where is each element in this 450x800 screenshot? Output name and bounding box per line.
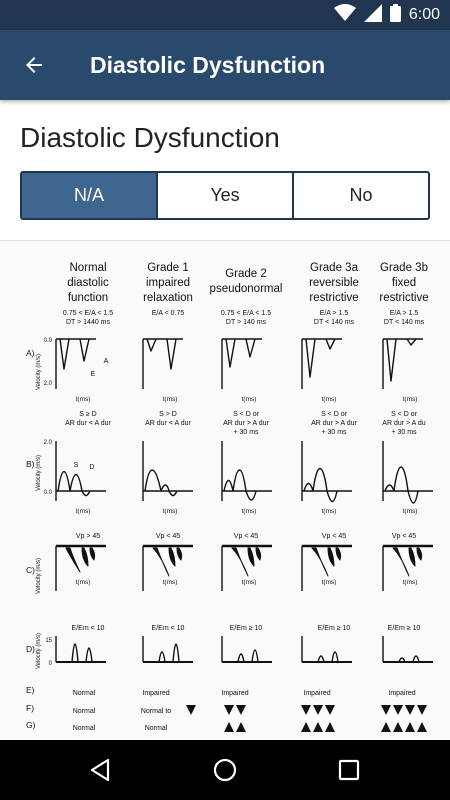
a-wave bbox=[246, 339, 255, 357]
b-wave bbox=[304, 469, 337, 502]
a-wave bbox=[306, 339, 315, 377]
wave-label-e: E bbox=[90, 371, 96, 378]
column-title: Grade 3b bbox=[380, 262, 428, 274]
wifi-icon bbox=[334, 4, 356, 27]
nav-recents-button[interactable] bbox=[324, 750, 374, 790]
velocity-axis-label: Velocity (m/s) bbox=[36, 353, 42, 391]
row-c-criteria: Vp < 45 bbox=[391, 533, 417, 540]
a-wave bbox=[326, 339, 335, 349]
d-wave bbox=[159, 652, 165, 662]
row-d-criteria: E/Em ≥ 10 bbox=[317, 625, 351, 632]
triangle-down-icon bbox=[224, 705, 234, 715]
status-time: 6:00 bbox=[408, 6, 440, 23]
back-triangle-icon bbox=[88, 758, 112, 782]
c-wave bbox=[82, 548, 88, 566]
c-wave bbox=[328, 548, 334, 566]
time-axis-label: t(ms) bbox=[321, 508, 337, 515]
a-wave bbox=[226, 339, 235, 367]
row-d-criteria: E/Em < 10 bbox=[151, 625, 185, 632]
velocity-axis-label: Velocity (m/s) bbox=[36, 557, 42, 595]
time-axis-label: t(ms) bbox=[162, 396, 178, 403]
row-e-value: Impaired bbox=[388, 690, 416, 697]
time-axis-label: t(ms) bbox=[402, 396, 418, 403]
tick-label: 0 bbox=[48, 661, 52, 667]
column-criteria: E/A < 0.75 bbox=[151, 310, 185, 317]
column-title: fixed bbox=[391, 277, 417, 289]
column-criteria: DT < 140 ms bbox=[383, 319, 425, 326]
column-title: relaxation bbox=[143, 292, 193, 304]
c-wave bbox=[90, 548, 95, 560]
page-heading: Diastolic Dysfunction bbox=[20, 122, 280, 153]
row-c-criteria: Vp < 45 bbox=[321, 533, 347, 540]
home-circle-icon bbox=[212, 757, 238, 783]
a-wave bbox=[407, 339, 416, 345]
c-wave bbox=[336, 548, 341, 560]
wave-label-d: D bbox=[89, 464, 95, 471]
d-wave bbox=[72, 644, 78, 662]
row-c-criteria: Vp < 45 bbox=[155, 533, 181, 540]
triangle-up-icon bbox=[405, 722, 415, 732]
a-wave bbox=[167, 339, 176, 369]
a-wave bbox=[80, 339, 89, 361]
column-criteria: E/A > 1.5 bbox=[319, 310, 349, 317]
column-criteria: DT > 1440 ms bbox=[65, 319, 111, 326]
row-d-criteria: E/Em ≥ 10 bbox=[229, 625, 263, 632]
row-b-criteria: + 30 ms bbox=[233, 429, 259, 436]
tick-label: 2.0 bbox=[43, 381, 52, 387]
triangle-up-icon bbox=[393, 722, 403, 732]
nav-home-button[interactable] bbox=[200, 750, 250, 790]
time-axis-label: t(ms) bbox=[402, 579, 418, 586]
row-b-criteria: S ≥ D bbox=[79, 411, 97, 418]
row-b-criteria: + 30 ms bbox=[321, 429, 347, 436]
c-wave bbox=[232, 548, 248, 576]
c-wave bbox=[153, 548, 169, 576]
row-label: B) bbox=[26, 459, 35, 469]
navigation-bar bbox=[0, 740, 450, 800]
time-axis-label: t(ms) bbox=[75, 396, 91, 403]
column-title: Normal bbox=[69, 262, 107, 274]
column-title: Grade 2 bbox=[225, 268, 267, 280]
a-wave bbox=[60, 339, 69, 369]
triangle-down-icon bbox=[186, 705, 196, 715]
d-wave bbox=[173, 644, 179, 662]
triangle-down-icon bbox=[405, 705, 415, 715]
row-b-criteria: AR dur < A dur bbox=[65, 420, 111, 427]
segmented-control bbox=[20, 171, 430, 220]
signal-icon bbox=[364, 4, 382, 27]
row-b-criteria: S < D or bbox=[321, 411, 347, 418]
row-b-criteria: S > D bbox=[159, 411, 177, 418]
nav-back-button[interactable] bbox=[75, 750, 125, 790]
row-d-criteria: E/Em ≥ 10 bbox=[387, 625, 421, 632]
row-f-value: Normal bbox=[72, 708, 96, 715]
app-title: Diastolic Dysfunction bbox=[90, 52, 326, 78]
row-b-criteria: S < D or bbox=[233, 411, 259, 418]
time-axis-label: t(ms) bbox=[241, 396, 257, 403]
b-wave bbox=[224, 470, 256, 500]
column-title: restrictive bbox=[309, 292, 359, 304]
c-wave bbox=[169, 548, 175, 566]
b-wave bbox=[58, 472, 90, 496]
velocity-axis-label: Velocity (m/s) bbox=[36, 632, 42, 670]
wave-label-s: S bbox=[73, 462, 79, 469]
triangle-up-icon bbox=[224, 722, 234, 732]
d-wave bbox=[252, 650, 258, 662]
triangle-down-icon bbox=[301, 705, 311, 715]
row-d-criteria: E/Em < 10 bbox=[71, 625, 105, 632]
tick-label: 0.0 bbox=[43, 338, 52, 344]
row-b-criteria: AR dur > A du bbox=[382, 420, 426, 427]
arrow-left-icon bbox=[22, 53, 46, 77]
column-criteria: 0.75 < E/A < 1.5 bbox=[62, 310, 114, 317]
c-wave bbox=[66, 548, 80, 572]
column-title: Grade 3a bbox=[310, 262, 358, 274]
triangle-down-icon bbox=[417, 705, 427, 715]
column-title: diastolic bbox=[67, 277, 109, 289]
column-title: reversible bbox=[309, 277, 359, 289]
tick-label: 2.0 bbox=[43, 440, 52, 446]
option-yes-button[interactable]: Yes bbox=[158, 173, 294, 218]
status-icons bbox=[334, 5, 440, 25]
time-axis-label: t(ms) bbox=[162, 579, 178, 586]
column-criteria: E/A > 1.5 bbox=[389, 310, 419, 317]
triangle-up-icon bbox=[301, 722, 311, 732]
row-g-value: Normal bbox=[72, 725, 96, 732]
b-wave bbox=[385, 467, 418, 503]
c-wave bbox=[393, 548, 409, 576]
time-axis-label: t(ms) bbox=[321, 396, 337, 403]
column-criteria: 0.75 < E/A < 1.5 bbox=[220, 310, 272, 317]
column-title: pseudonormal bbox=[209, 283, 283, 295]
column-criteria: DT < 140 ms bbox=[313, 319, 355, 326]
row-f-value: Normal to bbox=[140, 708, 172, 715]
triangle-down-icon bbox=[381, 705, 391, 715]
triangle-down-icon bbox=[393, 705, 403, 715]
row-label: D) bbox=[26, 644, 35, 654]
row-b-criteria: AR dur > A dur bbox=[311, 420, 357, 427]
row-label: A) bbox=[26, 348, 35, 358]
row-c-criteria: Vp > 45 bbox=[75, 533, 101, 540]
c-wave bbox=[248, 548, 254, 566]
triangle-up-icon bbox=[417, 722, 427, 732]
column-title: impaired bbox=[145, 277, 191, 289]
triangle-up-icon bbox=[325, 722, 335, 732]
time-axis-label: t(ms) bbox=[75, 579, 91, 586]
column-title: Grade 1 bbox=[147, 262, 189, 274]
time-axis-label: t(ms) bbox=[241, 579, 257, 586]
option-no-button[interactable]: No bbox=[349, 185, 373, 205]
row-label: F) bbox=[26, 703, 35, 713]
row-e-value: Impaired bbox=[303, 690, 331, 697]
a-wave bbox=[147, 339, 156, 351]
a-wave bbox=[387, 339, 396, 381]
triangle-down-icon bbox=[313, 705, 323, 715]
recents-square-icon bbox=[337, 758, 361, 782]
battery-icon bbox=[390, 4, 401, 27]
c-wave bbox=[417, 548, 422, 560]
time-axis-label: t(ms) bbox=[75, 508, 91, 515]
row-c-criteria: Vp < 45 bbox=[233, 533, 259, 540]
c-wave bbox=[177, 548, 182, 560]
tick-label: 15 bbox=[45, 638, 52, 644]
d-wave bbox=[238, 654, 244, 662]
d-wave bbox=[332, 652, 338, 662]
wave-label-a: A bbox=[103, 358, 109, 365]
row-e-value: Impaired bbox=[221, 690, 249, 697]
option-na-button[interactable]: N/A bbox=[22, 173, 158, 218]
time-axis-label: t(ms) bbox=[402, 508, 418, 515]
row-label: E) bbox=[26, 685, 35, 695]
c-wave bbox=[312, 548, 328, 576]
time-axis-label: t(ms) bbox=[241, 508, 257, 515]
d-wave bbox=[86, 648, 92, 662]
row-label: C) bbox=[26, 565, 35, 575]
time-axis-label: t(ms) bbox=[321, 579, 337, 586]
row-b-criteria: AR dur < A dur bbox=[145, 420, 191, 427]
row-e-value: Impaired bbox=[142, 690, 170, 697]
time-axis-label: t(ms) bbox=[162, 508, 178, 515]
row-b-criteria: + 30 ms bbox=[391, 429, 417, 436]
triangle-down-icon bbox=[325, 705, 335, 715]
velocity-axis-label: Velocity (m/s) bbox=[36, 454, 42, 492]
row-label: G) bbox=[26, 720, 36, 730]
row-b-criteria: S < D or bbox=[391, 411, 417, 418]
column-title: function bbox=[67, 292, 109, 304]
triangle-up-icon bbox=[236, 722, 246, 732]
c-wave bbox=[256, 548, 261, 560]
row-g-value: Normal bbox=[144, 725, 168, 732]
row-e-value: Normal bbox=[72, 690, 96, 697]
row-b-criteria: AR dur > A dur bbox=[223, 420, 269, 427]
diagram-canvas bbox=[0, 241, 450, 739]
back-button[interactable] bbox=[14, 45, 54, 85]
status-bar bbox=[0, 0, 450, 30]
column-title: restrictive bbox=[379, 292, 429, 304]
app-bar bbox=[0, 30, 450, 100]
triangle-up-icon bbox=[381, 722, 391, 732]
triangle-up-icon bbox=[313, 722, 323, 732]
column-criteria: DT > 140 ms bbox=[225, 319, 267, 326]
c-wave bbox=[409, 548, 415, 566]
diastolic-grading-diagram bbox=[0, 241, 450, 739]
triangle-down-icon bbox=[236, 705, 246, 715]
tick-label: 0.0 bbox=[43, 490, 52, 496]
